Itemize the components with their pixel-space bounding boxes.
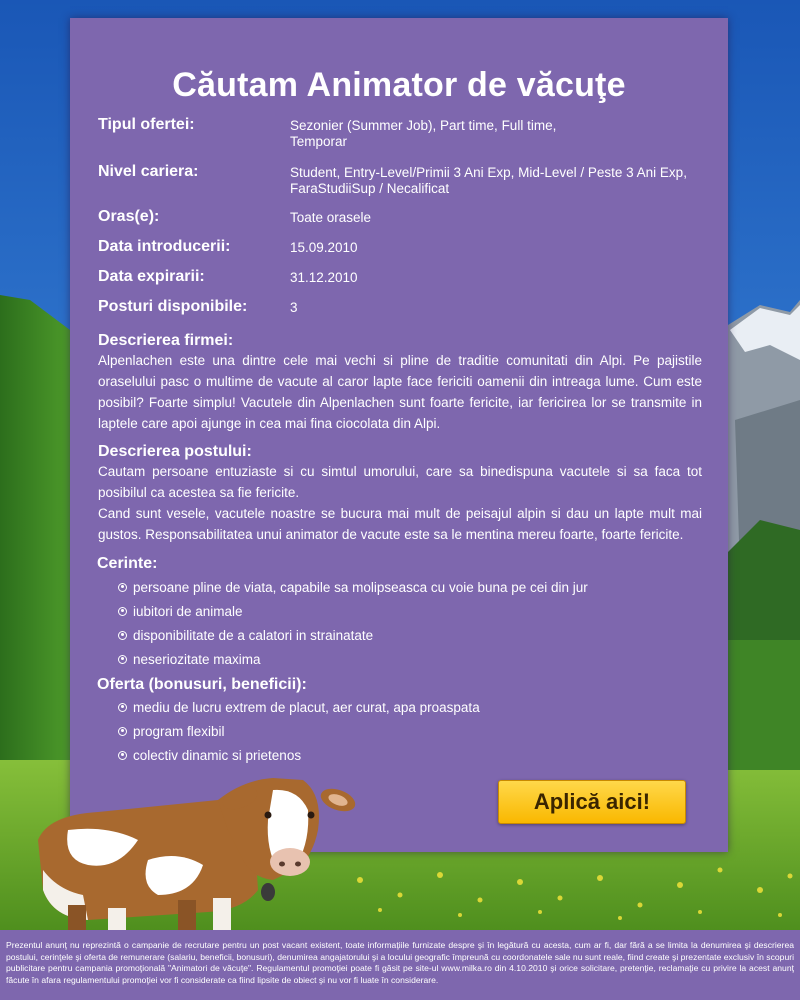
list-item-text: disponibilitate de a calatori in strainatate [133, 628, 374, 643]
detail-label: Data expirarii: [98, 268, 205, 285]
detail-value: 3 [290, 300, 298, 315]
list-item [118, 576, 678, 600]
bullet-icon [118, 583, 127, 592]
job-offer-panel [70, 18, 728, 852]
detail-value [290, 118, 710, 150]
detail-value: 15.09.2010 [290, 240, 358, 255]
detail-value-line: Temporar [290, 134, 348, 149]
detail-label: Posturi disponibile: [98, 298, 248, 315]
offer-list [118, 696, 678, 768]
bullet-icon [118, 703, 127, 712]
bullet-icon [118, 607, 127, 616]
list-item-text: program flexibil [133, 724, 225, 739]
job-description-text-1: Cautam persoane entuziaste si cu simtul umorului, care sa binedispuna vacutele si sa faca tot posibilul ca acestea sa fie fericite. [98, 464, 702, 500]
detail-value-line: FaraStudiiSup / Necalificat [290, 181, 450, 196]
list-item [118, 720, 678, 744]
detail-label: Oras(e): [98, 208, 160, 225]
detail-label: Tipul ofertei: [98, 116, 195, 133]
cow-illustration [28, 770, 368, 935]
requirements-heading: Cerinte: [97, 555, 158, 572]
company-description-text: Alpenlachen este una dintre cele mai vechi si pline de traditie comunitati din Alpi. Pe pajistile oraselului pasc o multime de vacute al caror lapte face fericiti oamenii din intreaga lume. Cum este posibil? Foarte simplu! Vacutele din Alpenlachen sunt foarte fericite, iar fericirea lor se transmite in laptele care apoi ajunge in cea mai fina ciocolata din Alpi. [98, 353, 702, 431]
list-item-text: neseriozitate maxima [133, 652, 261, 667]
bullet-icon [118, 727, 127, 736]
detail-value: 31.12.2010 [290, 270, 358, 285]
apply-button[interactable]: Aplică aici! [498, 780, 686, 824]
list-item [118, 648, 678, 672]
list-item-text: iubitori de animale [133, 604, 243, 619]
list-item [118, 624, 678, 648]
list-item [118, 696, 678, 720]
list-item-text: colectiv dinamic si prietenos [133, 748, 302, 763]
detail-value: Toate orasele [290, 210, 372, 225]
list-item-text: mediu de lucru extrem de placut, aer curat, apa proaspata [133, 700, 480, 715]
page-title: Căutam Animator de văcuţe [172, 66, 626, 104]
detail-value-line: Sezonier (Summer Job), Part time, Full time, [290, 118, 557, 133]
detail-value [290, 165, 710, 197]
detail-label: Nivel cariera: [98, 163, 199, 180]
bullet-icon [118, 655, 127, 664]
bullet-icon [118, 751, 127, 760]
bullet-icon [118, 631, 127, 640]
list-item [118, 744, 678, 768]
detail-label: Data introducerii: [98, 238, 231, 255]
list-item-text: persoane pline de viata, capabile sa molipseasca cu voie buna pe cei din jur [133, 580, 588, 595]
requirements-list [118, 576, 678, 672]
company-description-heading: Descrierea firmei: [98, 332, 234, 349]
detail-value-line: Student, Entry-Level/Primii 3 Ani Exp, Mid-Level / Peste 3 Ani Exp, [290, 165, 687, 180]
offer-heading: Oferta (bonusuri, beneficii): [97, 676, 307, 693]
job-description-heading: Descrierea postului: [98, 443, 252, 460]
list-item [118, 600, 678, 624]
legal-disclaimer: Prezentul anunţ nu reprezintă o campanie de recrutare pentru un post vacant existent, toate informaţiile furnizate despre şi în legătură cu acesta, cum ar fi, dar fără a se limita la denumirea şi descrierea postului, cerinţele şi oferta de remunerare (salariu, beneficii, bonusuri), denumirea angajatorului şi a locului geografic împreună cu coordonatele sale nu sunt reale, fiind create şi prezentate exclusiv în scopuri publicitare pentru campania promoţională "Animatori de văcuţe". Regulamentul promoţiei poate fi găsit pe site-ul www.milka.ro din 4.10.2010 şi orice solicitare, pretenţie, reclamaţie cu privire la acest anunţ făcute în afara regulamentului promoţiei vor fi considerate ca fiind lipsite de obiect şi nu vor fi luate în considerare. [0, 930, 800, 1000]
job-description-text-2: Cand sunt vesele, vacutele noastre se bucura mai mult de peisajul alpin si dau un lapte mult mai gustos. Responsabilitatea unui animator de vacute este sa le mentina mereu foarte, foarte fericite. [98, 506, 702, 542]
